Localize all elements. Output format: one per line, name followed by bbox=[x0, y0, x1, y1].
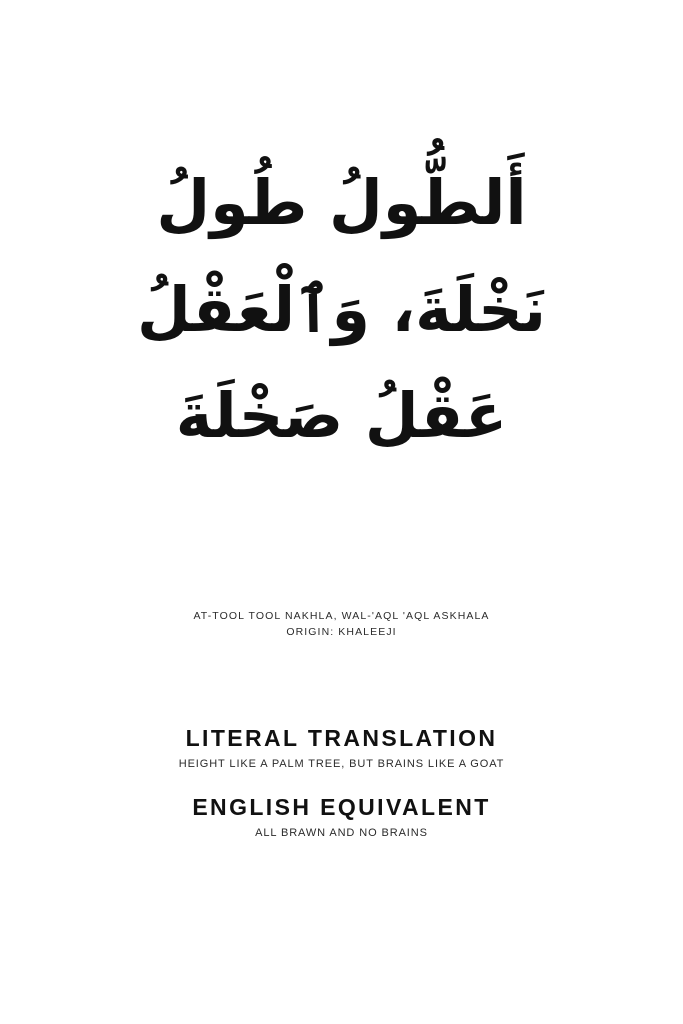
arabic-line-1: أَلطُّولُ طُولُ bbox=[156, 166, 527, 239]
transliteration-text: AT-TOOL TOOL NAKHLA, WAL-'AQL 'AQL ASKHALA bbox=[193, 610, 490, 622]
literal-translation-text: HEIGHT LIKE A PALM TREE, BUT BRAINS LIKE A GOAT bbox=[178, 757, 505, 770]
meaning-block bbox=[0, 725, 683, 841]
origin-text: ORIGIN: KHALEEJI bbox=[286, 626, 397, 639]
literal-translation-heading: LITERAL TRANSLATION bbox=[185, 725, 498, 751]
english-equivalent-group bbox=[0, 794, 683, 841]
arabic-proverb bbox=[0, 150, 683, 470]
arabic-line-3: عَقْلُ صَخْلَةَ bbox=[175, 379, 508, 453]
english-equivalent-text: ALL BRAWN AND NO BRAINS bbox=[255, 826, 428, 839]
arabic-line-2: نَخْلَةَ، وَٱلْعَقْلُ bbox=[136, 272, 547, 346]
english-equivalent-heading: ENGLISH EQUIVALENT bbox=[192, 793, 491, 820]
literal-translation-group bbox=[0, 725, 683, 772]
transliteration-block bbox=[0, 608, 683, 641]
